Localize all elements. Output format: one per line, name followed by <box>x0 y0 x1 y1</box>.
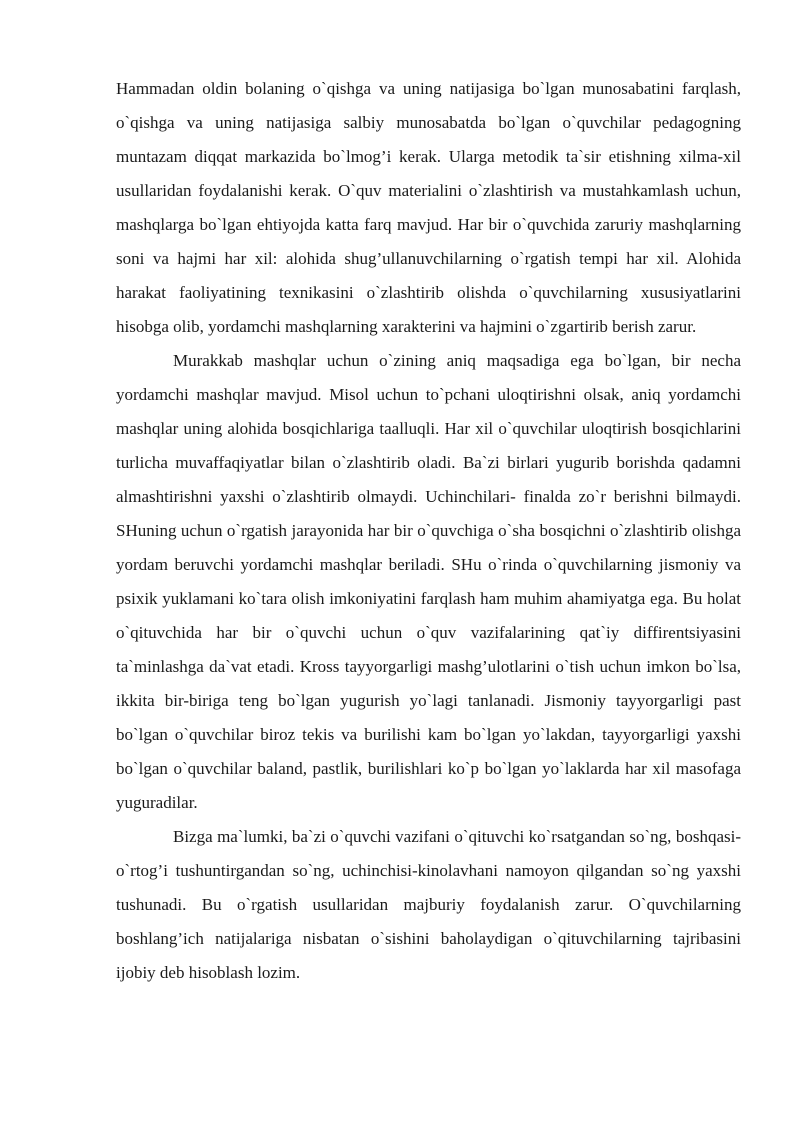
paragraph-2: Murakkab mashqlar uchun o`zining aniq maqsadiga ega bo`lgan, bir necha yordamchi mashqlar mavjud. Misol uchun to`pchani uloqtirishni olsak, aniq yordamchi mashqlar uning alohida bosqichlariga taalluqli. Har xil o`quvchilar uloqtirish bosqichlarini turlicha muvaffaqiyatlar bilan o`zlashtirib oladi. Ba`zi birlari yugurib borishda qadamni almashtirishni yaxshi o`zlashtirib olmaydi. Uchinchilari- finalda zo`r berishni bilmaydi. SHuning uchun o`rgatish jarayonida har bir o`quvchiga o`sha bosqichni o`zlashtirib olishga yordam beruvchi yordamchi mashqlar beriladi. SHu o`rinda o`quvchilarning jismoniy va psixik yuklamani ko`tara olish imkoniyatini farqlash ham muhim ahamiyatga ega. Bu holat o`qituvchida har bir o`quvchi uchun o`quv vazifalarining qat`iy diffirentsiyasini ta`minlashga da`vat etadi. Kross tayyorgarligi mashg’ulotlarini o`tish uchun imkon bo`lsa, ikkita bir-biriga teng bo`lgan yugurish yo`lagi tanlanadi. Jismoniy tayyorgarligi past bo`lgan o`quvchilar biroz tekis va burilishi kam bo`lgan yo`lakdan, tayyorgarligi yaxshi bo`lgan o`quvchilar baland, pastlik, burilishlari ko`p bo`lgan yo`laklarda har xil masofaga yuguradilar. <box>116 351 741 812</box>
paragraph-1: Hammadan oldin bolaning o`qishga va uning natijasiga bo`lgan munosabatini farqlash, o`qishga va uning natijasiga salbiy munosabatda bo`lgan o`quvchilar pedagogning muntazam diqqat markazida bo`lmog’i kerak. Ularga metodik ta`sir etishning xilma-xil usullaridan foydalanishi kerak. O`quv materialini o`zlashtirish va mustahkamlash uchun, mashqlarga bo`lgan ehtiyojda katta farq mavjud. Har bir o`quvchida zaruriy mashqlarning soni va hajmi har xil: alohida shug’ullanuvchilarning o`rgatish tempi har xil. Alohida harakat faoliyatining texnikasini o`zlashtirib olishda o`quvchilarning xususiyatlarini hisobga olib, yordamchi mashqlarning xarakterini va hajmini o`zgartirib berish zarur. <box>116 79 741 336</box>
paragraph-3: Bizga ma`lumki, ba`zi o`quvchi vazifani o`qituvchi ko`rsatgandan so`ng, boshqasi-o`rtog’i tushuntirgandan so`ng, uchinchisi-kinolavhani namoyon qilgandan so`ng yaxshi tushunadi. Bu o`rgatish usullaridan majburiy foydalanish zarur. O`quvchilarning boshlang’ich natijalariga nisbatan o`sishini baholaydigan o`qituvchilarning tajribasini ijobiy deb hisoblash lozim. <box>116 827 741 982</box>
document-page <box>116 72 741 990</box>
